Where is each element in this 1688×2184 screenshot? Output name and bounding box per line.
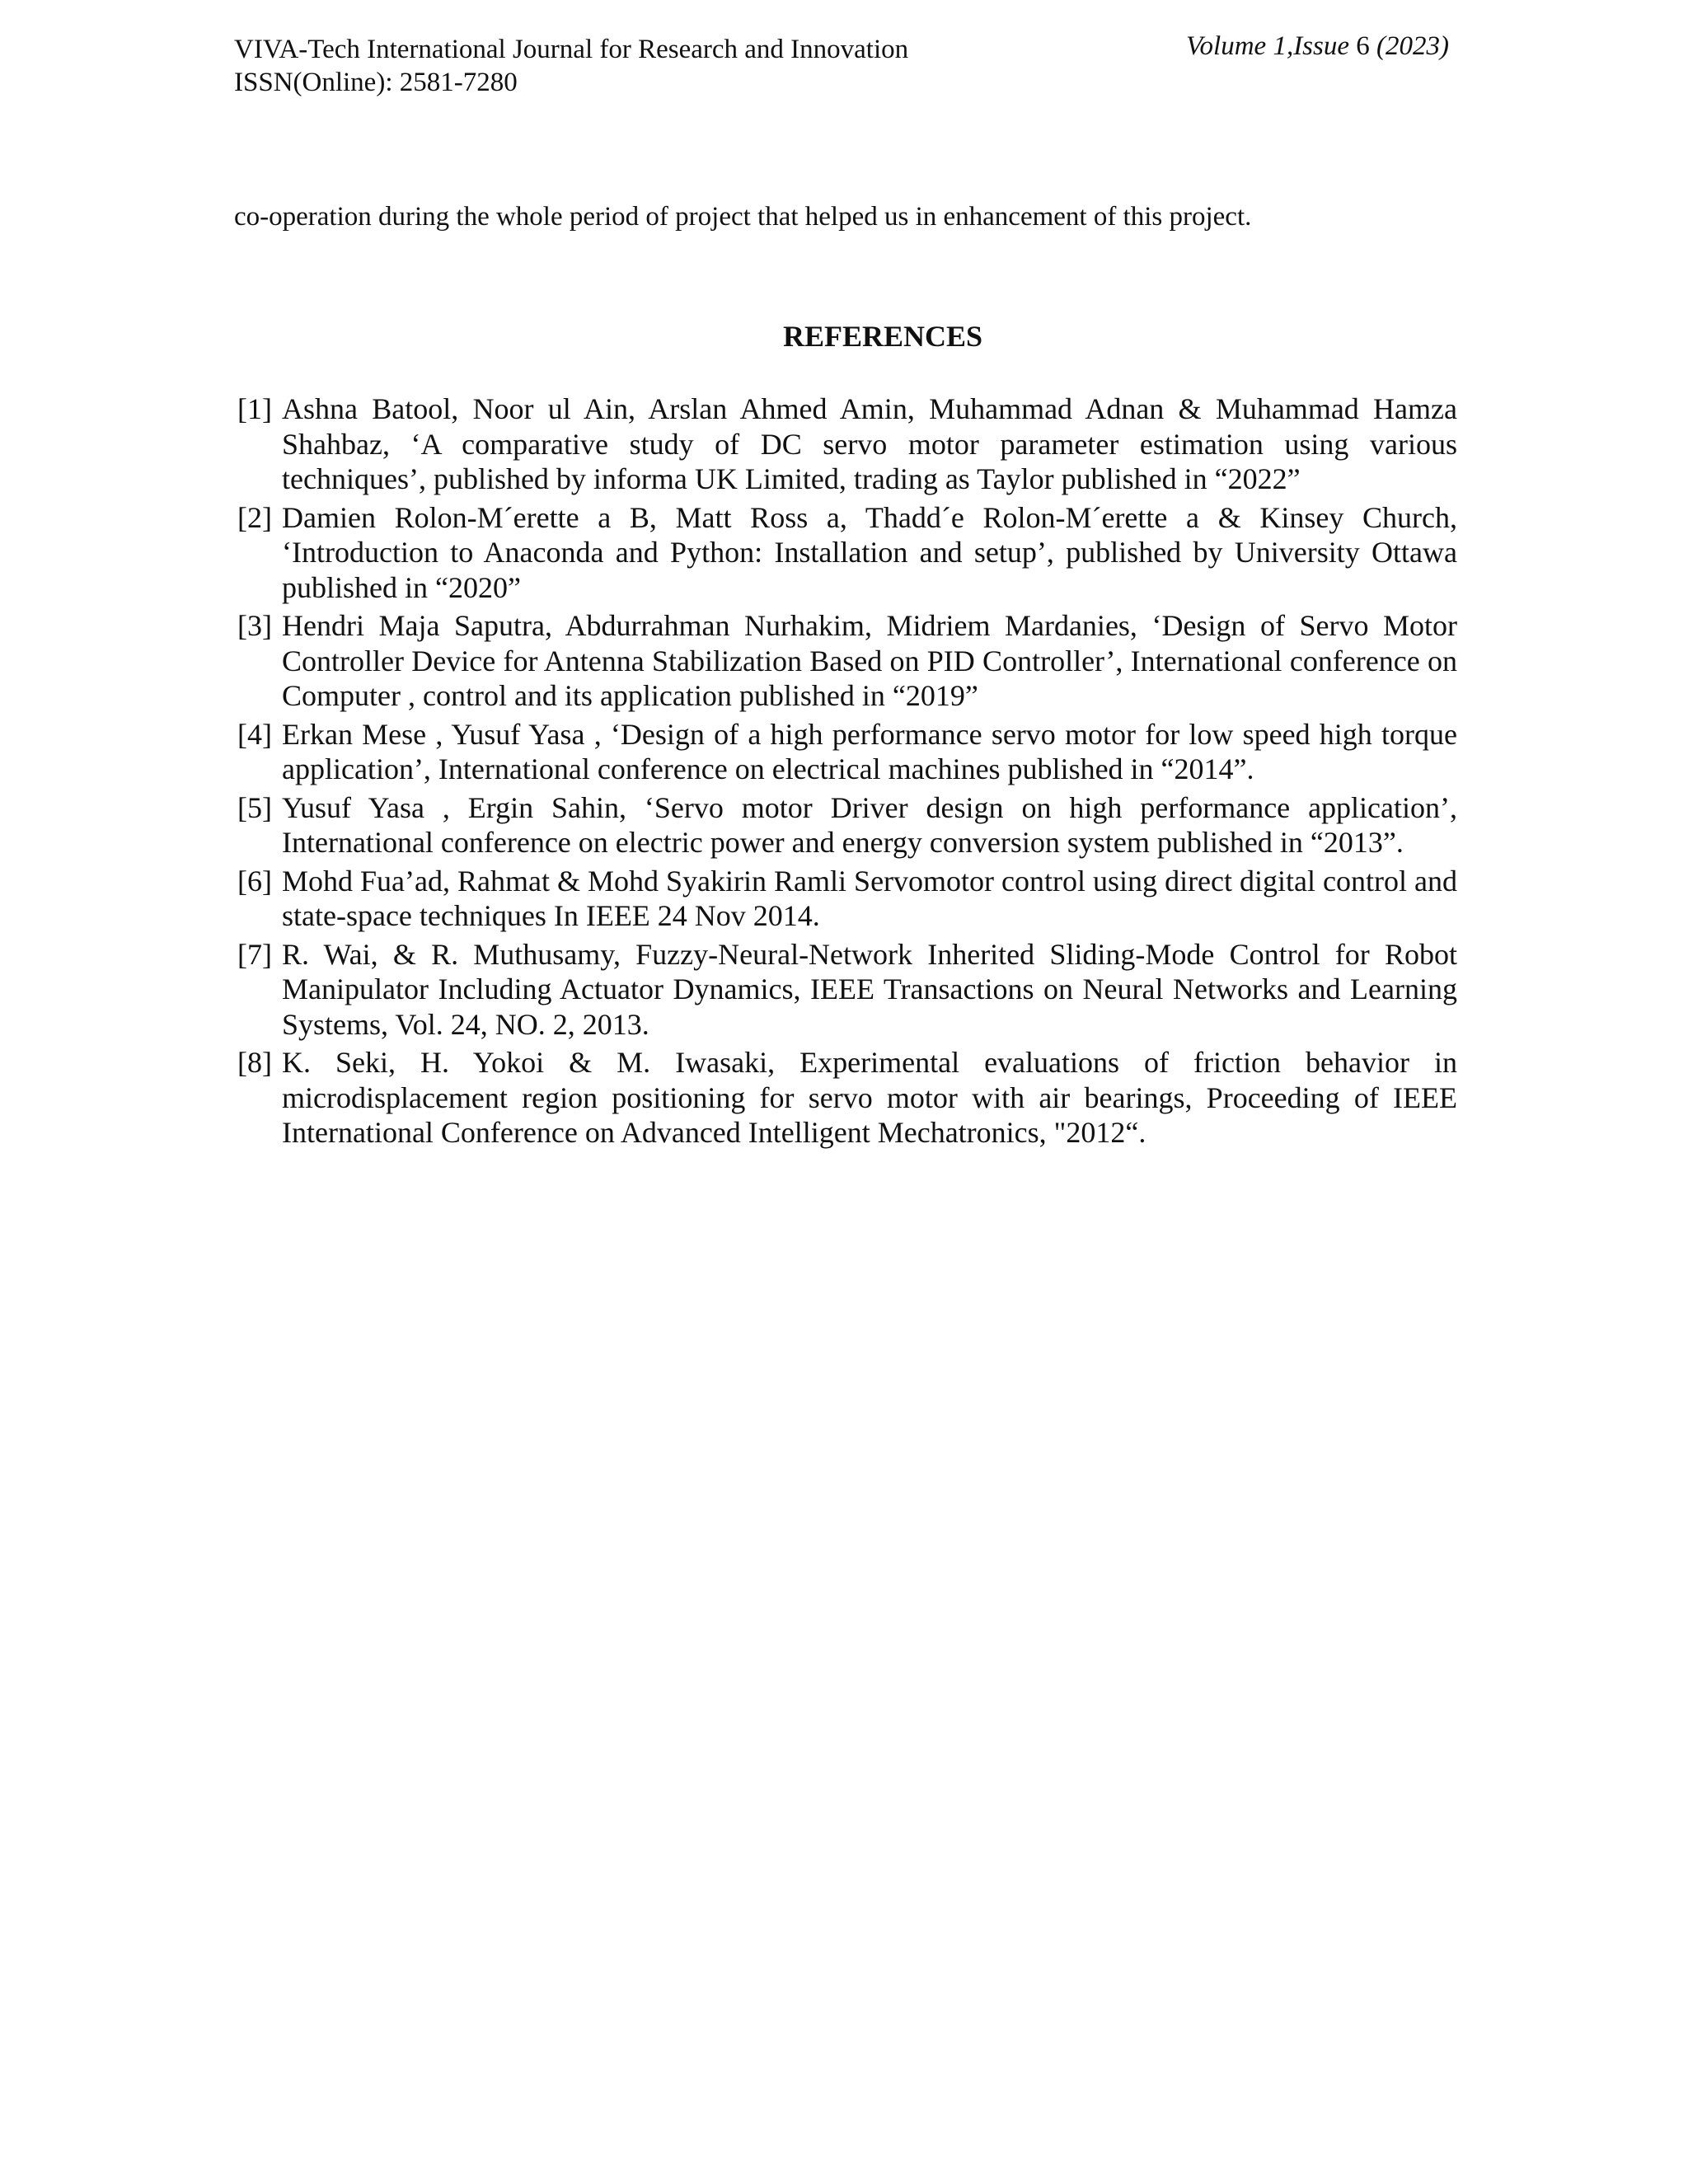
issue-number: 6 (1356, 31, 1370, 61)
journal-issn: ISSN(Online): 2581-7280 (234, 68, 518, 97)
references-heading: REFERENCES (782, 320, 983, 353)
reference-text: Ashna Batool, Noor ul Ain, Arslan Ahmed Amin, Muhammad Adnan & Muhammad Hamza Shahbaz, ‘A comparative study of DC servo motor parameter estimation using various techniques’, published by informa UK Limited, trading as Taylor published in “2022” (282, 392, 1457, 495)
reference-text: K. Seki, H. Yokoi & M. Iwasaki, Experimental evaluations of friction behavior in microdisplacement region positioning for servo motor with air bearings, Proceeding of IEEE International Conference on Advanced Intelligent Mechatronics, "2012“. (282, 1046, 1457, 1149)
reference-item (237, 864, 1457, 934)
reference-text: Erkan Mese , Yusuf Yasa , ‘Design of a high performance servo motor for low speed high torque application’, International conference on electrical machines published in “2014”. (282, 717, 1457, 785)
reference-text: Damien Rolon-M´erette a B, Matt Ross a, Thadd´e Rolon-M´erette a & Kinsey Church, ‘Introduction to Anaconda and Python: Installation and setup’, published by University Ottawa published in “2020” (282, 500, 1457, 604)
reference-number: [7] (237, 937, 272, 971)
journal-header (234, 33, 908, 99)
reference-number: [6] (237, 864, 272, 898)
reference-item (237, 717, 1457, 787)
reference-number: [1] (237, 392, 272, 425)
reference-text: Mohd Fua’ad, Rahmat & Mohd Syakirin Ramli Servomotor control using direct digital control and state-space techniques In IEEE 24 Nov 2014. (282, 864, 1457, 932)
journal-title: VIVA-Tech International Journal for Research and Innovation (234, 35, 909, 64)
reference-item (237, 500, 1457, 606)
reference-item (237, 790, 1457, 860)
reference-item (237, 937, 1457, 1043)
reference-number: [8] (237, 1046, 272, 1079)
reference-list (237, 391, 1457, 1154)
reference-number: [2] (237, 500, 272, 534)
reference-item (237, 608, 1457, 714)
reference-text: R. Wai, & R. Muthusamy, Fuzzy-Neural-Network Inherited Sliding-Mode Control for Robot Manipulator Including Actuator Dynamics, IEEE Transactions on Neural Networks and Learning Systems, Vol. 24, NO. 2, 2013. (282, 937, 1457, 1041)
volume-label: Volume 1,Issue (1186, 31, 1357, 61)
reference-number: [5] (237, 790, 272, 824)
reference-number: [3] (237, 609, 272, 642)
reference-item (237, 391, 1457, 497)
reference-item (237, 1045, 1457, 1151)
continuation-paragraph: co-operation during the whole period of project that helped us in enhancement of this project. (234, 202, 1252, 232)
volume-issue (1186, 30, 1449, 63)
issue-year: (2023) (1369, 31, 1449, 61)
reference-text: Yusuf Yasa , Ergin Sahin, ‘Servo motor Driver design on high performance application’, International conference on electric power and energy conversion system published in “2013”. (282, 790, 1457, 859)
reference-text: Hendri Maja Saputra, Abdurrahman Nurhakim, Midriem Mardanies, ‘Design of Servo Motor Controller Device for Antenna Stabilization Based on PID Controller’, International conference on Computer , control and its application published in “2019” (282, 609, 1457, 712)
reference-number: [4] (237, 717, 272, 751)
